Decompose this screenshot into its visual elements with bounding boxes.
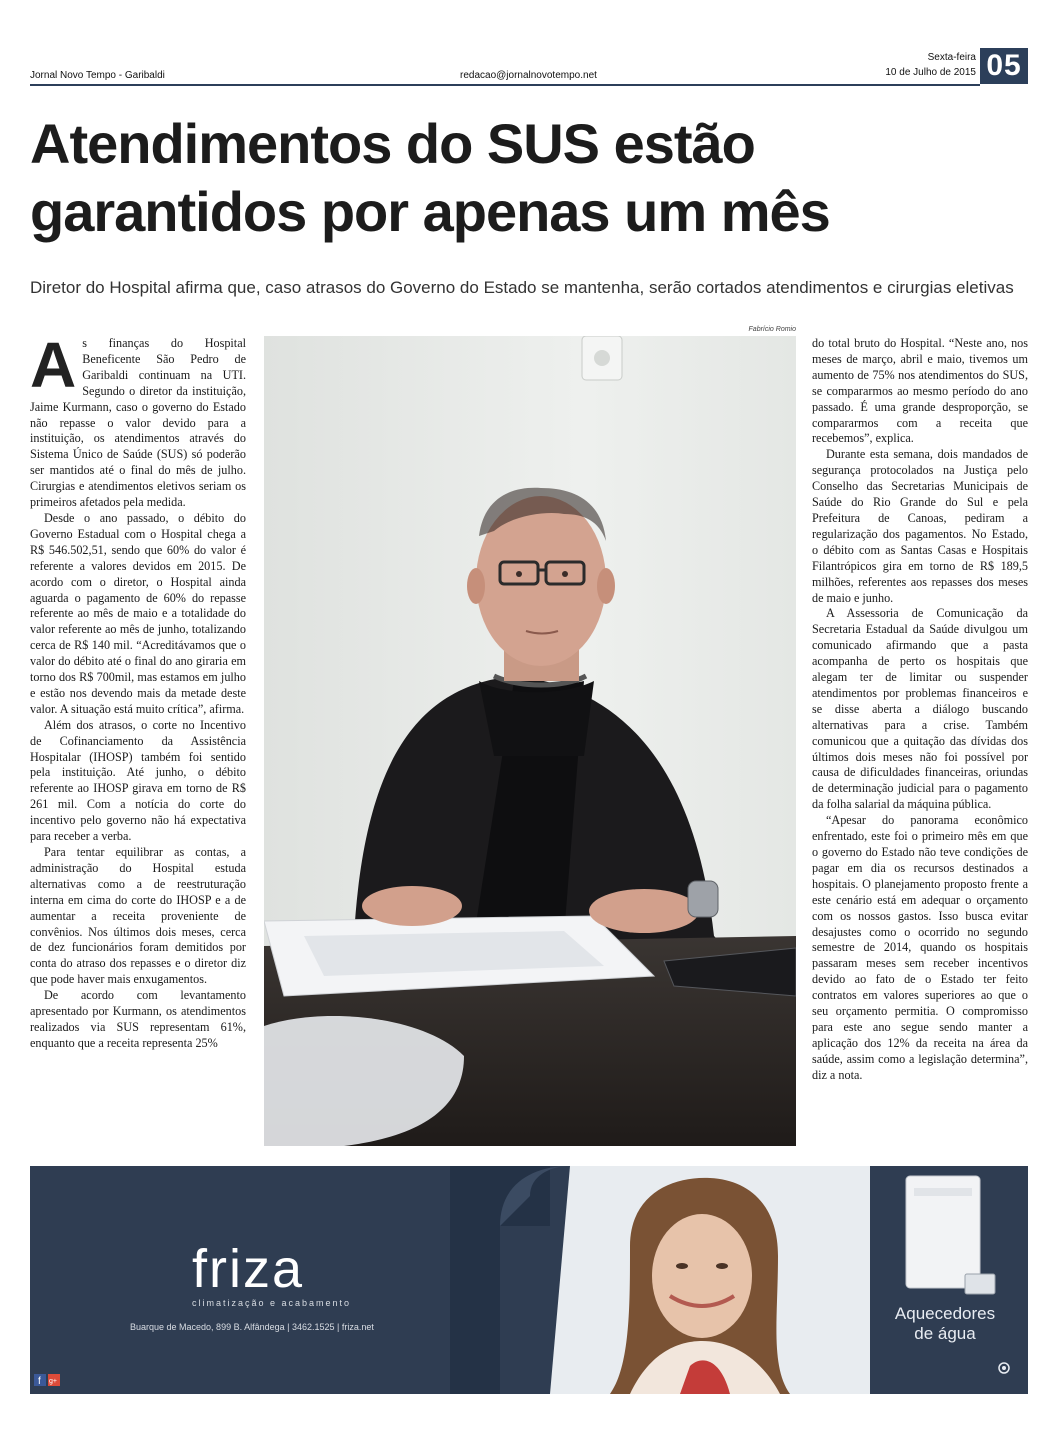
paragraph: Durante esta semana, dois mandados de segurança protocolados na Justiça pelo Conselho das Secretarias Municipais de Saúde do Rio Grande do Sul e pela Prefeitura de Canoas, pediram a regularização dos pagamentos. No Estado, o débito com as Santas Casas e Hospitais Filantrópicos gira em torno de R$ 189,5 milhões, referentes aos repasses dos meses de maio e junho. (812, 447, 1028, 605)
paragraph: A Assessoria de Comunicação da Secretaria Estadual da Saúde divulgou um comunicado afirmando que a pasta acompanha de perto os hospitais que alegam ter de limitar ou suspender atendimentos por problemas financeiros e se disse aberta a diálogo buscando alternativas para a crise. Também comunicou que a quitação das dívidas dos últimos dois meses não foi possível por causa de dificuldades financeiras, oriundas de determinação judicial para o pagamento da folha salarial da máquina pública. (812, 606, 1028, 812)
social-icons[interactable] (34, 1374, 62, 1386)
paragraph: “Apesar do panorama econômico enfrentado, este foi o primeiro mês em que o governo do Estado não teve condições de pagar em dia os recursos destinados a hospitais. O planejamento proposto frente a este cenário está em adequar o orçamento com os nossos gastos. Isso busca evitar desajustes como o ocorrido no segundo semestre de 2014, quando os hospitais passaram meses sem receber incentivos devido ao fato de o Estado ter feito contratos em valores superiores ao que o seu orçamento permitia. O compromisso para este ano segue sendo manter a aplicação dos 12% da receita na área da saúde, assim como a legislação determina”, diz a nota. (812, 813, 1028, 1082)
paragraph: Além dos atrasos, o corte no Incentivo de Cofinanciamento da Assistência Hospitalar (IHOSP) também foi sentido pela instituição. Até junho, o débito referente ao IHOSP girava em torno de R$ 261 mil. Com a notícia do corte do incentivo pelo governo não há expectativa para receber a verba. (30, 717, 246, 844)
ad-product-label (870, 1304, 1020, 1344)
paragraph: De acordo com levantamento apresentado por Kurmann, os atendimentos realizados via SUS representam 61%, enquanto que a receita representa 25% (30, 988, 246, 1050)
page-number: 05 (980, 48, 1028, 84)
svg-text:f: f (38, 1376, 41, 1386)
article-column-right (812, 336, 1028, 1084)
ad-product-line-1: Aquecedores (894, 1304, 996, 1323)
drop-cap: A (30, 329, 77, 401)
issue-date (885, 50, 976, 80)
paragraph: Para tentar equilibrar as contas, a administração do Hospital estuda alternativas como a de reestruturação interna em cima do corte do IHOSP e a de aumentar a receita proveniente de convênios. Nos últimos dois meses, cerca de dez funcionários foram demitidos por conta do atraso dos repasses e o diretor diz que pode haver mais enxugamentos. (30, 845, 246, 987)
masthead-divider (30, 84, 980, 86)
portrait-illustration (264, 336, 796, 1146)
snowflake-icon (998, 1362, 1010, 1374)
weekday: Sexta-feira (927, 52, 976, 63)
paragraph: s finanças do Hospital Beneficente São Pedro de Garibaldi continuam na UTI. Segundo o diretor da instituição, Jaime Kurmann, caso o governo do Estado não repasse o valor devido para a instituição, os atendimentos através do Sistema Único de Saúde (SUS) só poderão ser mantidos até o final do mês de julho. Cirurgias e atendimentos eletivos seriam os primeiros afetados pela medida. (30, 336, 246, 510)
ad-address: Buarque de Macedo, 899 B. Alfândega | 3462.1525 | friza.net (130, 1322, 374, 1332)
deck: Diretor do Hospital afirma que, caso atrasos do Governo do Estado se mantenha, serão cortados atendimentos e cirurgias eletivas (30, 278, 1014, 297)
article-column-left (30, 329, 246, 1052)
paragraph: Desde o ano passado, o débito do Governo Estadual com o Hospital chega a R$ 546.502,51, sendo que 60% do valor é referente a valores devidos em 2015. De acordo com o diretor, o Hospital ainda aguarda o pagamento de 60% do repasse referente ao mês de maio e a totalidade do valor referente ao mês de junho, totalizando cerca de R$ 140 mil. “Acreditávamos que o valor do débito até o final do ano giraria em torno dos R$ 700mil, mas estamos em julho e estão nos devendo mais da metade deste valor. A situação está muito crítica”, afirma. (30, 510, 246, 716)
date: 10 de Julho de 2015 (885, 67, 976, 78)
ad-brand-name: friza (192, 1239, 305, 1299)
masthead (30, 48, 1028, 88)
contact-email[interactable]: redacao@jornalnovotempo.net (460, 70, 597, 81)
ad-background-art (30, 1166, 1028, 1394)
paragraph: do total bruto do Hospital. “Neste ano, nos meses de março, abril e maio, tivemos um aumento de 75% nos atendimentos do SUS, se compararmos ao mesmo período do ano passado. É uma grande desproporção, se compararmos com a receita que recebemos”, explica. (812, 336, 1028, 446)
photo-credit: Fabrício Romio (748, 326, 796, 333)
headline-line-2: garantidos por apenas um mês (30, 180, 830, 243)
svg-text:g+: g+ (49, 1378, 57, 1385)
photo-portrait (264, 336, 796, 1146)
ad-tagline: climatização e acabamento (192, 1298, 352, 1308)
headline-line-1: Atendimentos do SUS estão (30, 112, 755, 175)
headline (30, 110, 930, 246)
ad-product-line-2: de água (914, 1324, 976, 1343)
advertisement-banner[interactable] (30, 1166, 1028, 1394)
article-photo (264, 326, 796, 1146)
ad-brand-logo (192, 1238, 304, 1300)
newspaper-name: Jornal Novo Tempo - Garibaldi (30, 70, 165, 81)
